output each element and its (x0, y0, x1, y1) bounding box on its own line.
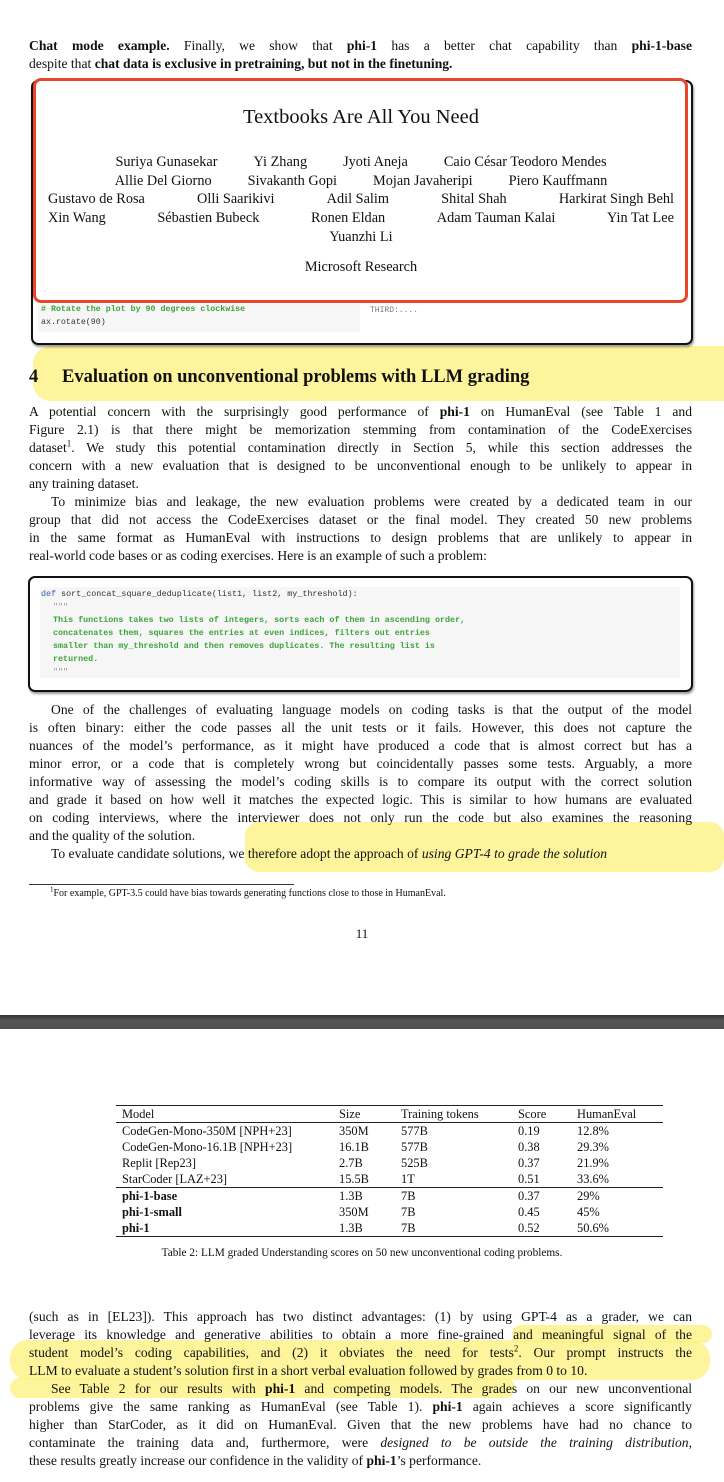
table-cell: phi-1 (122, 1221, 150, 1235)
author-row (36, 209, 686, 228)
text-run: again achieves a score significantly (462, 1399, 692, 1414)
paper-title: Textbooks Are All You Need (242, 106, 480, 128)
author-name: Sébastien Bubeck (157, 210, 260, 227)
text-run: has a better chat capability than (377, 38, 632, 53)
text-run: informative way of assessing the model’s coding skills is to compare its output with the correct solution (29, 774, 692, 789)
text-line (29, 1344, 692, 1362)
table-cell: Size (339, 1107, 361, 1121)
table-row-ours (116, 1188, 663, 1205)
text-line (29, 1362, 692, 1380)
text-run: One of the challenges of evaluating language models on coding tasks is that the output of the model (51, 702, 692, 717)
docstring-line: smaller than my_threshold and then removes duplicates. The resulting list is (53, 641, 435, 651)
author-row (36, 172, 686, 191)
table-row (116, 1155, 663, 1171)
table-cell: 2.7B (339, 1156, 363, 1170)
author-row (36, 190, 686, 209)
text-run: (such as in [EL23]). This approach has two distinct advantages: (1) by using GPT-4 as a grader, we can (29, 1309, 692, 1324)
table-row (116, 1171, 663, 1188)
author-name: Yuanzhi Li (329, 228, 393, 245)
footnote-marker: 2 (513, 1343, 519, 1354)
table-cell: 1.3B (339, 1189, 363, 1203)
author-name: Caio César Teodoro Mendes (443, 154, 607, 170)
text-run: any training dataset. (29, 476, 139, 491)
table-cell: 1.3B (339, 1221, 363, 1235)
table-cell: 0.37 (518, 1189, 540, 1203)
table-cell: 12.8% (577, 1124, 610, 1138)
chat-code-line: ax.rotate(90) (41, 318, 106, 327)
author-name: Jyoti Aneja (343, 154, 408, 170)
text-line (29, 55, 692, 73)
docstring-line: concatenates them, squares the entries at even indices, filters out entries (53, 628, 430, 638)
table-cell: 0.51 (518, 1172, 540, 1186)
text-line (29, 1380, 692, 1398)
author-name: Gustavo de Rosa (48, 191, 145, 208)
text-line (29, 1434, 692, 1452)
text-run: Finally, we show that (169, 38, 347, 53)
text-run: problems give the same ranking as HumanEval (see Table 1). (29, 1399, 433, 1414)
text-run: in the same format as HumanEval with instructions to design problems that are unlikely to appear in (29, 530, 692, 545)
text-line (29, 511, 692, 529)
table-cell: 1T (401, 1172, 415, 1186)
def-keyword: def (41, 589, 57, 599)
footnote-marker: 1 (50, 885, 54, 894)
table-cell: 525B (401, 1156, 428, 1170)
table-cell: 7B (401, 1205, 416, 1219)
chat-output-fragment: THIRD:.... (370, 306, 419, 315)
footnote-text: For example, GPT-3.5 could have bias towards generating functions close to those in HumanEval. (53, 888, 446, 899)
table-cell: 577B (401, 1124, 428, 1138)
text-run: phi-1 (439, 404, 470, 419)
table-header-row (116, 1106, 663, 1123)
table-cell: 33.6% (577, 1172, 610, 1186)
author-list (36, 153, 686, 246)
text-run: despite that (29, 56, 95, 71)
text-run: LLM to evaluate a student’s solution first in a short verbal evaluation followed by grades from 0 to 10. (29, 1363, 588, 1378)
text-run: dataset (29, 440, 67, 455)
docstring-close: """ (53, 667, 69, 677)
function-signature: sort_concat_square_deduplicate(list1, list2, my_threshold): (56, 589, 358, 599)
text-line (29, 845, 692, 863)
text-run: and grade it based on how well it matches the expected logic. This is similar to how humans are evaluated (29, 792, 692, 807)
text-run: using GPT-4 to grade the solution (421, 846, 607, 861)
chat-code-comment: # Rotate the plot by 90 degrees clockwise (41, 305, 246, 314)
table-cell: 577B (401, 1140, 428, 1154)
table-cell: 350M (339, 1124, 369, 1138)
text-line (29, 37, 692, 55)
paragraph-results (29, 1308, 692, 1470)
table-cell: 7B (401, 1221, 416, 1235)
results-table (116, 1105, 663, 1237)
author-name: Suriya Gunasekar (115, 154, 218, 170)
text-line (29, 547, 692, 565)
table-cell: 350M (339, 1205, 369, 1219)
footnote (50, 885, 446, 899)
author-row (36, 228, 686, 247)
table-cell: 16.1B (339, 1140, 369, 1154)
text-line (29, 791, 692, 809)
table-cell: Training tokens (401, 1107, 479, 1121)
table-row-ours (116, 1204, 663, 1220)
text-run: these results greatly increase our confidence in the validity of (29, 1453, 367, 1468)
author-name: Sivakanth Gopi (247, 172, 337, 189)
table-cell: 21.9% (577, 1156, 610, 1170)
text-run: To minimize bias and leakage, the new evaluation problems were created by a dedicated team in our (51, 494, 692, 509)
author-name: Piero Kauffmann (508, 172, 608, 189)
author-name: Allie Del Giorno (114, 172, 212, 189)
text-run: See Table 2 for our results with (51, 1381, 266, 1396)
table-row (116, 1123, 663, 1140)
text-line (29, 809, 692, 827)
text-run: phi-1-base (631, 38, 693, 53)
footnote-rule (29, 884, 294, 885)
text-run: Chat mode example. (29, 38, 170, 53)
text-run: and competing models. The grades on our new unconventional (295, 1381, 693, 1396)
docstring-open: """ (53, 602, 69, 612)
section-title: Evaluation on unconventional problems with LLM grading (62, 367, 530, 387)
table-cell: Model (122, 1107, 155, 1121)
text-run: Figure 2.1) is that there might be memorization stemming from contamination of the CodeExercises (29, 422, 692, 437)
text-run: nuances of the model’s performance, as it might have produced a code that is almost correct but has a (29, 738, 692, 753)
text-run: concern with a new evaluation that is designed to be unconventional enough to be unlikely to appear in (29, 458, 692, 473)
table-cell: HumanEval (577, 1107, 637, 1121)
docstring-line: This functions takes two lists of integers, sorts each of them in ascending order, (53, 615, 466, 625)
text-run: on coding interviews, where the interviewer does not only run the code but also examines the reasoning (29, 810, 692, 825)
text-line (29, 475, 692, 493)
text-run: phi-1 (432, 1399, 463, 1414)
docstring-line: returned. (53, 654, 99, 664)
text-run: group that did not access the CodeExercises dataset or the final model. They created 50 new problems (29, 512, 692, 527)
page-number: 11 (355, 926, 369, 941)
table-cell: 29% (577, 1189, 600, 1203)
author-name: Xin Wang (48, 210, 106, 227)
text-line (29, 421, 692, 439)
text-run: phi-1 (265, 1381, 296, 1396)
text-run: contaminate the training data and, furthermore, were (29, 1435, 381, 1450)
author-name: Adil Salim (326, 191, 389, 208)
author-name: Olli Saarikivi (197, 191, 275, 208)
footnote-marker: 1 (66, 438, 72, 449)
table-row (116, 1139, 663, 1155)
affiliation: Microsoft Research (304, 259, 418, 275)
text-run: . We study this potential contamination directly in Section 5, while this section addresses the (71, 440, 692, 455)
table-row-ours (116, 1220, 663, 1237)
table-cell: 7B (401, 1189, 416, 1203)
text-line (29, 529, 692, 547)
text-run: student model’s coding capabilities, and (2) it obviates the need for tests (29, 1345, 514, 1360)
table-cell: 50.6% (577, 1221, 610, 1235)
paragraph-contamination (29, 403, 692, 565)
paragraph-evaluation-challenges (29, 701, 692, 863)
text-line (29, 1416, 692, 1434)
table-cell: phi-1-base (122, 1189, 178, 1203)
text-run: is often binary: either the code passes all the unit tests or it fails. However, this does not capture the (29, 720, 692, 735)
text-run: , (688, 1435, 693, 1450)
author-name: Shital Shah (441, 191, 507, 208)
text-run: minor error, or a code that is completely wrong but coincidentally passes some tests. Arguably, a more (29, 756, 692, 771)
table-cell: 0.19 (518, 1124, 540, 1138)
text-line (29, 1398, 692, 1416)
table-cell: Score (518, 1107, 547, 1121)
author-name: Adam Tauman Kalai (436, 210, 556, 227)
text-run: higher than StarCoder, as it did on HumanEval. Given that the new problems have had no chance to (29, 1417, 692, 1432)
text-run: leverage its knowledge and generative abilities to obtain a more fine-grained and meaningful signal of the (29, 1327, 692, 1342)
text-line (29, 827, 692, 845)
text-line (29, 701, 692, 719)
text-run: phi-1 (366, 1453, 397, 1468)
table-cell: 45% (577, 1205, 600, 1219)
text-line (29, 457, 692, 475)
text-line (29, 1452, 692, 1470)
text-run: designed to be outside the training distribution (380, 1435, 689, 1450)
table-cell: StarCoder [LAZ+23] (122, 1172, 228, 1186)
table-cell: 0.37 (518, 1156, 540, 1170)
text-run: . Our prompt instructs the (518, 1345, 692, 1360)
text-line (29, 737, 692, 755)
author-name: Yin Tat Lee (606, 210, 674, 227)
page-divider (0, 1015, 724, 1029)
author-name: Harkirat Singh Behl (558, 191, 674, 208)
text-line (29, 439, 692, 457)
text-line (29, 719, 692, 737)
table-cell: CodeGen-Mono-350M [NPH+23] (122, 1124, 292, 1138)
table-cell: CodeGen-Mono-16.1B [NPH+23] (122, 1140, 293, 1154)
chat-mode-paragraph (29, 37, 692, 73)
text-run: A potential concern with the surprisingly good performance of (29, 404, 440, 419)
text-line (29, 773, 692, 791)
table-cell: 0.52 (518, 1221, 540, 1235)
text-line (29, 493, 692, 511)
text-line (29, 403, 692, 421)
table-cell: 29.3% (577, 1140, 610, 1154)
section-number: 4 (29, 367, 39, 387)
text-line (29, 755, 692, 773)
table-cell: 0.45 (518, 1205, 540, 1219)
author-name: Mojan Javaheripi (372, 172, 473, 189)
text-run: ’s performance. (396, 1453, 482, 1468)
text-run: on HumanEval (see Table 1 and (469, 404, 692, 419)
text-run: phi-1 (346, 38, 378, 53)
text-line (29, 1308, 692, 1326)
author-row (36, 153, 686, 172)
text-run: chat data is exclusive in pretraining, but not in the finetuning. (94, 56, 453, 71)
text-run: real-world code bases or as coding exercises. Here is an example of such a problem: (29, 548, 487, 563)
table-cell: 0.38 (518, 1140, 540, 1154)
text-line (29, 1326, 692, 1344)
table-cell: 15.5B (339, 1172, 369, 1186)
table-caption: Table 2: LLM graded Understanding scores on 50 new unconventional coding problems. (161, 1247, 563, 1259)
table-cell: phi-1-small (122, 1205, 182, 1219)
text-run: and the quality of the solution. (29, 828, 196, 843)
problem-code (41, 588, 465, 679)
author-name: Ronen Eldan (310, 210, 386, 227)
table-cell: Replit [Rep23] (122, 1156, 196, 1170)
author-name: Yi Zhang (253, 154, 308, 170)
text-run: To evaluate candidate solutions, we therefore adopt the approach of (51, 846, 422, 861)
